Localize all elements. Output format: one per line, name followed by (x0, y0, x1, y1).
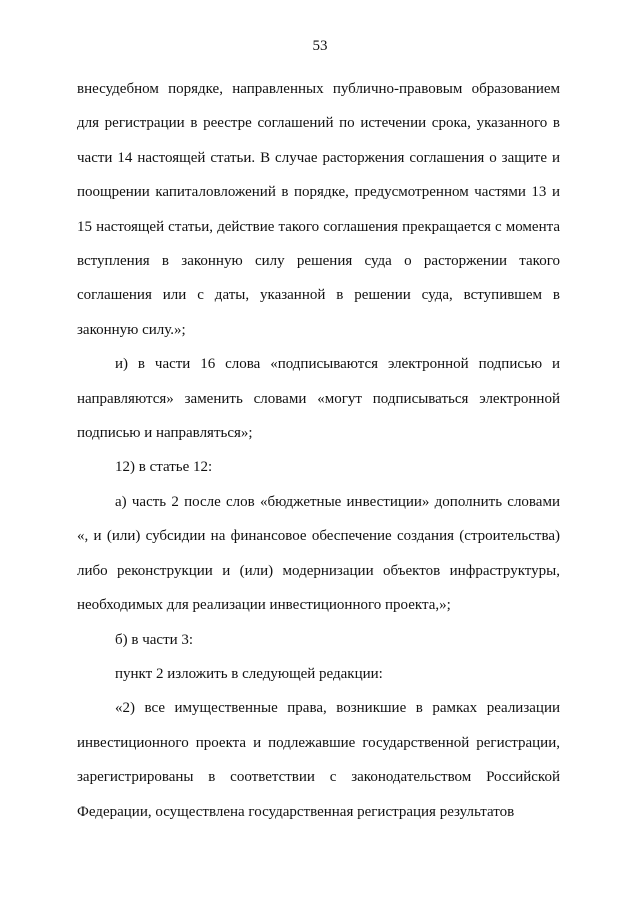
paragraph-item-i: и) в части 16 слова «подписываются электронной подписью и направляются» заменить словами «могут подписываться электронной подписью и направляться»; (77, 356, 560, 442)
paragraph-item-12: 12) в статье 12: (115, 459, 213, 476)
paragraph-point-2: пункт 2 изложить в следующей редакции: (115, 665, 383, 682)
paragraph-item-a: а) часть 2 после слов «бюджетные инвестиции» дополнить словами «, и (или) субсидии на финансовое обеспечение создания (строительства) либо реконструкции и (или) модернизации объектов инфраструктуры, необходимых для реализации инвестиционного проекта,»; (77, 493, 560, 614)
paragraph-quote-2: «2) все имущественные права, возникшие в рамках реализации инвестиционного проекта и подлежавшие государственной регистрации, зарегистрированы в соответствии с законодательством Российской Федерации, осуществлена государственная регистрация результатов (77, 700, 560, 820)
paragraph-item-b: б) в части 3: (115, 631, 194, 648)
paragraph-continuation: внесудебном порядке, направленных публично-правовым образованием для регистрации в реестре соглашений по истечении срока, указанного в части 14 настоящей статьи. В случае расторжения соглашения о защите и поощрении капиталовложений в порядке, предусмотренном частями 13 и 15 настоящей статьи, действие такого соглашения прекращается с момента вступления в законную силу решения суда о расторжении такого соглашения или с даты, указанной в решении суда, вступившем в законную силу.»; (77, 81, 560, 338)
document-body (77, 72, 560, 829)
page-number: 53 (312, 38, 328, 54)
